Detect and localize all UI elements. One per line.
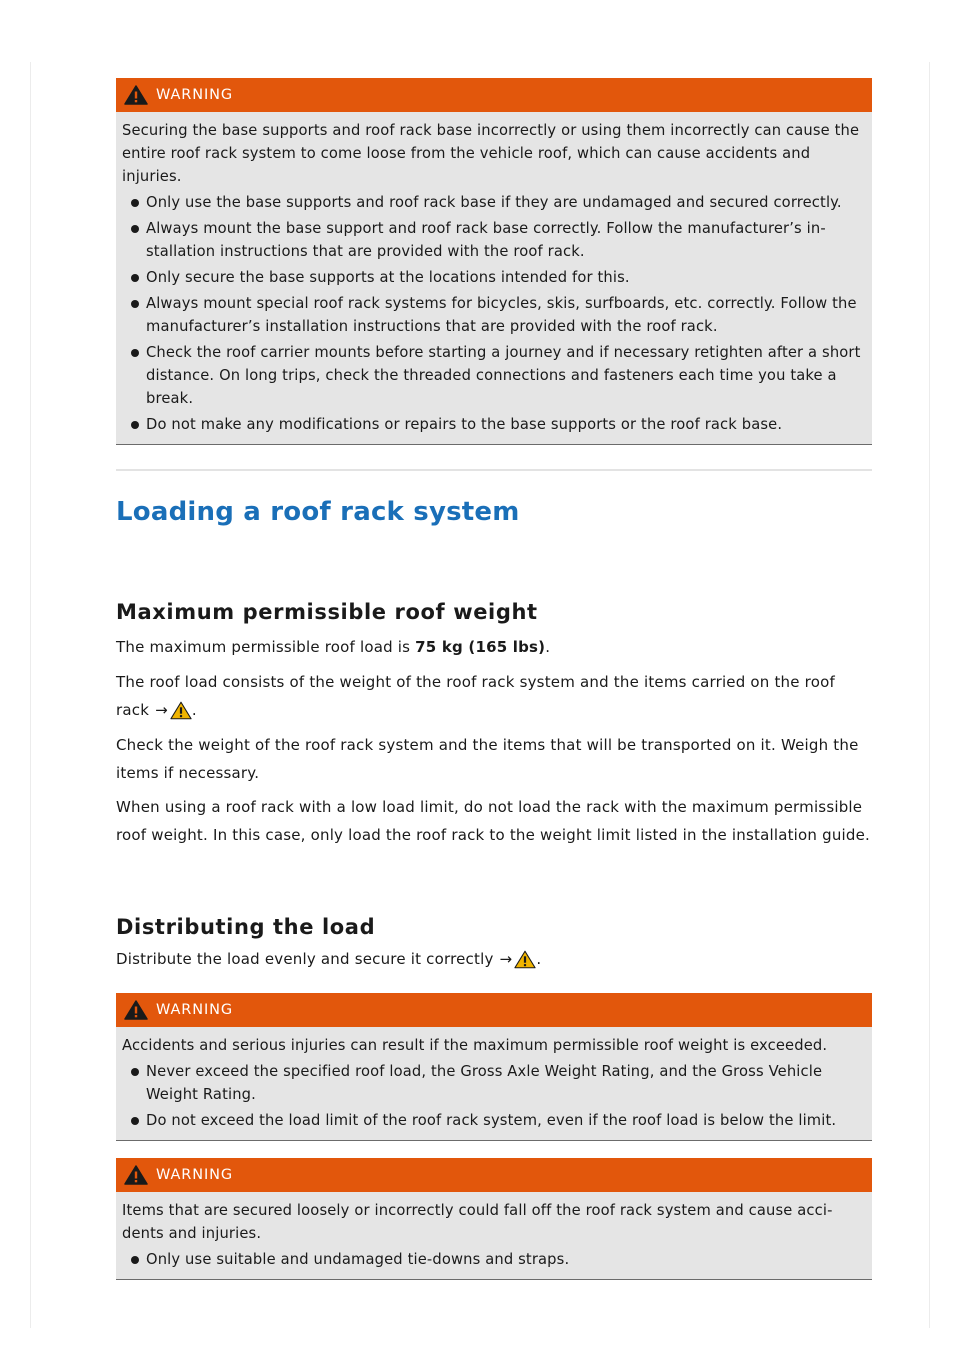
warning-list-item: Do not make any modifications or repairs to the base supports or the roof rack base. xyxy=(122,413,864,436)
warning-reference-icon[interactable] xyxy=(514,950,536,969)
max-load-period: . xyxy=(545,638,551,656)
warning-triangle-icon xyxy=(124,1165,148,1185)
warning-intro: Accidents and serious injuries can result if the maximum permissible roof weight is exceeded. xyxy=(122,1037,828,1054)
warning-body xyxy=(116,1027,872,1140)
paragraph-max-load xyxy=(116,633,876,661)
warning-triangle-icon xyxy=(124,1000,148,1020)
warning-reference-icon[interactable] xyxy=(170,701,192,720)
max-load-text: The maximum permissible roof load is xyxy=(116,638,416,656)
warning-list xyxy=(122,1248,864,1271)
warning-title: WARNING xyxy=(156,1002,234,1018)
warning-list xyxy=(122,191,864,436)
section-divider xyxy=(116,469,872,471)
left-margin-rule xyxy=(30,62,31,1328)
warning-body xyxy=(116,112,872,444)
distribute-text: Distribute the load evenly and secure it correctly xyxy=(116,950,494,968)
warning-body xyxy=(116,1192,872,1279)
warning-list xyxy=(122,1060,864,1132)
warning-title: WARNING xyxy=(156,1167,234,1183)
max-load-value: 75 kg (165 lbs) xyxy=(415,638,546,656)
warning-triangle-icon xyxy=(124,85,148,105)
warning-header xyxy=(116,78,872,112)
warning-intro: Securing the base supports and roof rack base incorrectly or using them incorrectly can cause the entire roof rack system to come loose from the vehicle roof, which can cause accidents and injuries. xyxy=(122,122,860,185)
warning-box-roof-weight xyxy=(116,993,872,1141)
warning-list-item: Always mount the base support and roof rack base correctly. Follow the manufacturer’s in-stallation instructions that are provided with the roof rack. xyxy=(122,217,864,263)
warning-list-item: Always mount special roof rack systems for bicycles, skis, surfboards, etc. correctly. Follow the manufacturer’s installation instructions that are provided with the roof rack. xyxy=(122,292,864,338)
section-title: Loading a roof rack system xyxy=(116,497,520,527)
warning-list-item: Never exceed the specified roof load, the Gross Axle Weight Rating, and the Gross Vehicle Weight Rating. xyxy=(122,1060,864,1106)
subheading-distributing: Distributing the load xyxy=(116,915,376,939)
arrow-right-icon: → xyxy=(499,950,513,968)
paragraph-check-weight: Check the weight of the roof rack system and the items that will be transported on it. Weigh the items if necessary. xyxy=(116,736,859,782)
arrow-right-icon: → xyxy=(155,701,168,719)
warning-header xyxy=(116,993,872,1027)
warning-list-item: Only secure the base supports at the locations intended for this. xyxy=(122,266,864,289)
warning-list-item: Only use suitable and undamaged tie-downs and straps. xyxy=(122,1248,864,1271)
warning-header xyxy=(116,1158,872,1192)
reference-period: . xyxy=(191,701,197,719)
paragraph-low-load-limit: When using a roof rack with a low load limit, do not load the rack with the maximum permissible roof weight. In this case, only load the roof rack to the weight limit listed in the installation guide. xyxy=(116,798,871,844)
paragraph-distribute xyxy=(116,945,876,973)
warning-list-item: Only use the base supports and roof rack base if they are undamaged and secured correctly. xyxy=(122,191,864,214)
warning-box-loose-items xyxy=(116,1158,872,1280)
warning-box-base-supports xyxy=(116,78,872,445)
right-margin-rule xyxy=(929,62,930,1328)
warning-list-item: Check the roof carrier mounts before starting a journey and if necessary retighten after a short distance. On long trips, check the threaded connections and fasteners each time you take a break. xyxy=(122,341,864,410)
roof-load-text: The roof load consists of the weight of the roof rack system and the items carried on the roof rack xyxy=(116,673,835,719)
warning-list-item: Do not exceed the load limit of the roof rack system, even if the roof load is below the limit. xyxy=(122,1109,864,1132)
subheading-max-weight: Maximum permissible roof weight xyxy=(116,600,538,624)
paragraph-roof-load-composition xyxy=(116,668,856,724)
reference-period: . xyxy=(536,950,542,968)
warning-title: WARNING xyxy=(156,87,234,103)
warning-intro: Items that are secured loosely or incorrectly could fall off the roof rack system and cause acci-dents and injuries. xyxy=(122,1202,833,1242)
